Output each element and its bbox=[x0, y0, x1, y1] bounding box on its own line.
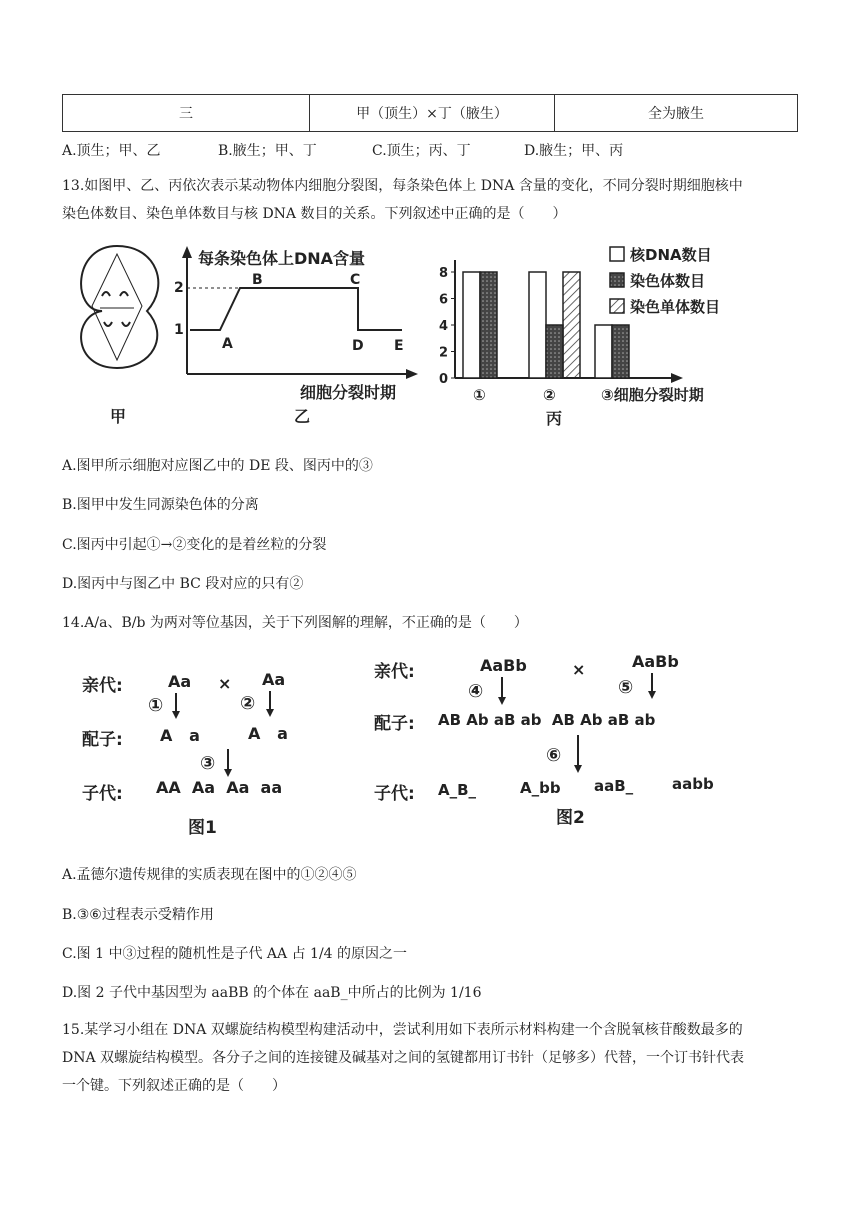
q14-option-d: D.图 2 子代中基因型为 aaBB 的个体在 aaB_中所占的比例为 1/16 bbox=[62, 985, 482, 1001]
fig2-cross: × bbox=[572, 660, 586, 679]
q14-option-b: B.③⑥过程表示受精作用 bbox=[62, 907, 214, 923]
chart-bing bbox=[439, 246, 720, 404]
option-d: D.腋生；甲、丙 bbox=[524, 143, 624, 159]
fig1-n2: ② bbox=[240, 693, 256, 714]
fig2-offspring-label: 子代: bbox=[374, 784, 415, 804]
fig1-n1: ① bbox=[148, 695, 164, 716]
arrow-icon bbox=[574, 765, 582, 773]
legend-swatch bbox=[610, 247, 624, 261]
fig1-parent-label: 亲代: bbox=[82, 676, 123, 696]
table-cell: 甲（顶生）×丁（腋生） bbox=[310, 95, 555, 132]
fig1-gamete-label: 配子: bbox=[82, 730, 123, 750]
arrow-icon bbox=[172, 711, 180, 719]
fig2-offspring-4: aabb bbox=[672, 775, 714, 793]
q13-stem-line1: 13.如图甲、乙、丙依次表示某动物体内细胞分裂图，每条染色体上 DNA 含量的变化，不同分裂时期细胞核中 bbox=[62, 178, 743, 194]
fig1-caption: 图1 bbox=[188, 818, 217, 838]
q13-option-b: B.图甲中发生同源染色体的分离 bbox=[62, 497, 259, 513]
y-tick-label: 0 bbox=[439, 372, 449, 387]
y-tick-label: 4 bbox=[439, 319, 449, 334]
x-tick-label: ① bbox=[473, 386, 486, 404]
y-tick-label: 8 bbox=[439, 266, 449, 281]
fig1-parent1: Aa bbox=[168, 672, 192, 691]
fig2-offspring-2: A_bb bbox=[520, 779, 561, 797]
yi-point-c: C bbox=[350, 272, 361, 288]
fig2-parent-label: 亲代: bbox=[374, 662, 415, 682]
y-tick-label: 2 bbox=[439, 345, 449, 361]
q14-figure bbox=[62, 645, 762, 845]
fig2-offspring-3: aaB_ bbox=[594, 777, 634, 795]
legend-label: 染色体数目 bbox=[630, 272, 706, 290]
legend-swatch bbox=[610, 299, 624, 313]
q15-line2: DNA 双螺旋结构模型。各分子之间的连接键及碱基对之间的氢键都用订书针（足够多）代替，一个订书针代表 bbox=[62, 1050, 745, 1066]
fig2-caption: 图2 bbox=[556, 808, 585, 828]
bar bbox=[595, 325, 612, 378]
yi-xlabel: 细胞分裂时期 bbox=[300, 383, 397, 402]
bar bbox=[546, 325, 563, 378]
legend-label: 核DNA数目 bbox=[630, 246, 712, 264]
genotype-table bbox=[62, 94, 798, 132]
cell-diagram-jia bbox=[81, 246, 158, 368]
table-cell: 全为腋生 bbox=[555, 95, 798, 132]
arrow-icon bbox=[266, 709, 274, 717]
fig1-offspring-label: 子代: bbox=[82, 784, 123, 804]
yi-tick: 2 bbox=[174, 280, 184, 296]
q13-figure bbox=[62, 236, 762, 436]
yi-point-d: D bbox=[352, 338, 364, 354]
bing-label: 丙 bbox=[546, 409, 563, 428]
legend-swatch bbox=[610, 273, 624, 287]
fig1-offspring: AA Aa Aa aa bbox=[156, 778, 283, 797]
fig2-parent2: AaBb bbox=[632, 652, 679, 671]
arrow-icon bbox=[224, 769, 232, 777]
yi-point-a: A bbox=[222, 336, 233, 352]
table-row bbox=[63, 95, 798, 132]
q14-option-a: A.孟德尔遗传规律的实质表现在图中的①②④⑤ bbox=[62, 867, 357, 883]
yi-point-b: B bbox=[252, 272, 263, 288]
arrow-icon bbox=[498, 697, 506, 705]
q13-option-a: A.图甲所示细胞对应图乙中的 DE 段、图丙中的③ bbox=[62, 458, 373, 474]
fig1-gametes2: A a bbox=[248, 724, 288, 743]
bar bbox=[463, 272, 480, 378]
fig2-n4: ④ bbox=[468, 681, 484, 702]
bar bbox=[529, 272, 546, 378]
y-tick-label: 6 bbox=[439, 292, 449, 308]
q15-stem bbox=[62, 1016, 802, 1100]
fig1-parent2: Aa bbox=[262, 670, 286, 689]
option-c: C.顶生；丙、丁 bbox=[372, 143, 471, 159]
q14-stem: 14.A/a、B/b 为两对等位基因，关于下列图解的理解，不正确的是（ ） bbox=[62, 615, 528, 631]
q13-stem-line2: 染色体数目、染色单体数目与核 DNA 数目的关系。下列叙述中正确的是（ ） bbox=[62, 206, 567, 222]
fig2-gametes: AB Ab aB ab AB Ab aB ab bbox=[438, 711, 656, 729]
q13-stem bbox=[62, 172, 802, 228]
q13-option-d: D.图丙中与图乙中 BC 段对应的只有② bbox=[62, 576, 304, 592]
yi-label: 乙 bbox=[294, 407, 311, 426]
arrow-icon bbox=[671, 373, 683, 383]
table-cell: 三 bbox=[63, 95, 310, 132]
option-a: A.顶生；甲、乙 bbox=[62, 143, 161, 159]
q14-option-c: C.图 1 中③过程的随机性是子代 AA 占 1/4 的原因之一 bbox=[62, 946, 408, 962]
x-tick-label: ② bbox=[543, 386, 556, 404]
fig2-gamete-label: 配子: bbox=[374, 714, 415, 734]
fig1-n3: ③ bbox=[200, 753, 216, 774]
bar bbox=[563, 272, 580, 378]
x-tick-label: ③细胞分裂时期 bbox=[601, 386, 704, 404]
yi-tick: 1 bbox=[174, 322, 184, 338]
fig2-n6: ⑥ bbox=[546, 745, 562, 766]
fig2-n5: ⑤ bbox=[618, 677, 634, 698]
jia-label: 甲 bbox=[110, 407, 127, 426]
fig1-cross: × bbox=[218, 674, 232, 693]
bar bbox=[480, 272, 497, 378]
yi-title: 每条染色体上DNA含量 bbox=[198, 249, 366, 268]
fig2-parent1: AaBb bbox=[480, 656, 527, 675]
q13-option-c: C.图丙中引起①→②变化的是着丝粒的分裂 bbox=[62, 537, 327, 553]
option-b: B.腋生；甲、丁 bbox=[218, 143, 317, 159]
q15-line3: 一个键。下列叙述正确的是（ ） bbox=[62, 1078, 286, 1094]
bar bbox=[612, 325, 629, 378]
q15-line1: 15.某学习小组在 DNA 双螺旋结构模型构建活动中，尝试利用如下表所示材料构建一个含脱氧核苷酸数最多的 bbox=[62, 1022, 743, 1038]
arrow-icon bbox=[648, 691, 656, 699]
fig2-offspring-1: A_B_ bbox=[438, 781, 477, 799]
fig1-gametes1: A a bbox=[160, 726, 200, 745]
yi-point-e: E bbox=[394, 338, 404, 354]
legend-label: 染色单体数目 bbox=[630, 298, 721, 316]
